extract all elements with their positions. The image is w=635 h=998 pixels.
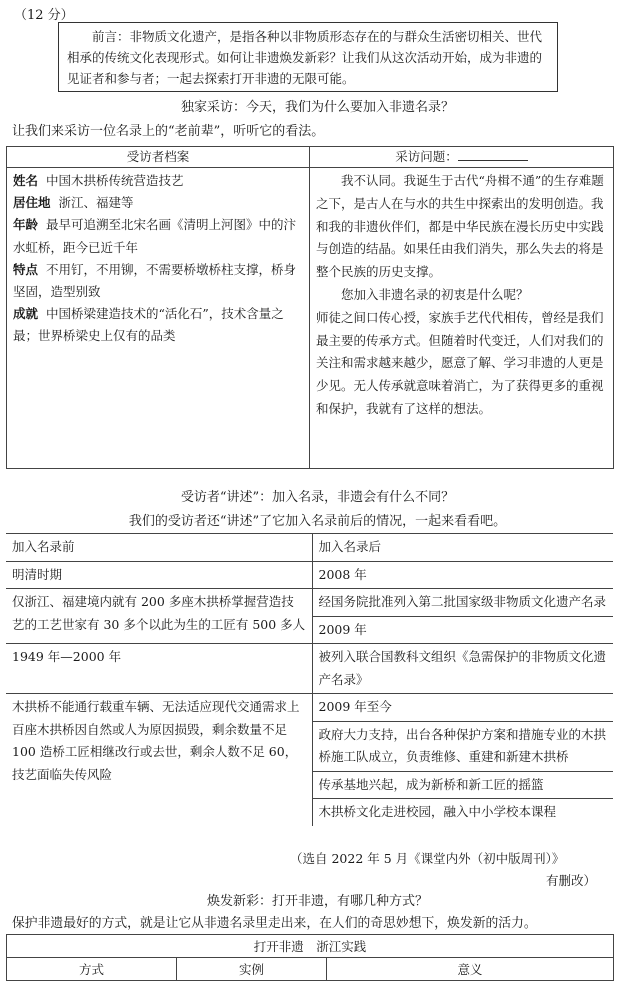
before-row: 木拱桥不能通行载重车辆、无法适应现代交通需求上百座木拱桥因自然或人为原因损毁，剩余数量不足 100 造桥工匠相继改行或去世，剩余人数不足 60，技艺面临失传风险 — [6, 694, 312, 826]
new-heading: 焕发新彩：打开非遗，有哪几种方式？ — [206, 894, 428, 909]
profile-header: 受访者档案 — [7, 147, 310, 168]
profile-achievement: 成就 中国桥梁建造技术的“活化石”，技术含量之最；世界桥梁史上仅有的品类 — [13, 306, 284, 344]
answer-2: 师徒之间口传心授，家族手艺代代相传，曾经是我们最主要的传承方式。但随着时代变迁，人们对我们的关注和需求越来越少，愿意了解、学习非遗的人更是少见。无人传承就意味着消亡，为了获得更多的重视和保护，我就有了这样的想法。 — [316, 309, 604, 416]
profile-feature: 特点 不用钉，不用铆，不需要桥墩桥柱支撑，桥身坚固，造型别致 — [13, 261, 296, 300]
column-method: 方式 — [7, 958, 177, 981]
question-label: 采访问题： — [395, 149, 458, 164]
after-row: 2009 年 — [312, 616, 613, 644]
question-2: 您加入非遗名录的初衷是什么呢？ — [341, 286, 529, 302]
profile-residence: 居住地 浙江、福建等 — [13, 195, 134, 211]
profile-name: 姓名 中国木拱桥传统营造技艺 — [13, 173, 184, 188]
qa-cell — [310, 168, 614, 469]
before-row: 仅浙江、福建境内就有 200 多座木拱桥掌握营造技艺的工艺世家有 30 多个以此为生的工匠有 500 多人 — [6, 589, 312, 644]
intro-text: 让我们来采访一位名录上的“老前辈”，听听它的看法。 — [12, 124, 325, 139]
narrate-intro: 我们的受访者还“讲述”了它加入名录前后的情况，一起来看看吧。 — [128, 514, 507, 529]
after-row: 2009 年至今 — [312, 694, 613, 722]
narrate-heading: 受访者“讲述”：加入名录，非遗会有什么不同？ — [180, 490, 455, 505]
answer-1: 我不认同。我诞生于古代“舟楫不通”的生存难题之下，是古人在与水的共生中探索出的发明创造。我和我的非遗伙伴们，都是中华民族在漫长历史中实践与创造的结晶。如果任由我们消失，那么失去的将是整个民族的历史支撑。 — [316, 173, 604, 280]
preface-text: 前言：非物质文化遗产，是指各种以非物质形态存在的与群众生活密切相关、世代相承的传统文化表现形式。如何让非遗焕发新彩？让我们从这次活动开始，成为非遗的见证者和参与者；一起去探索打开非遗的无限可能。 — [67, 29, 543, 86]
column-example: 实例 — [177, 958, 327, 981]
preface-box — [58, 22, 558, 92]
source-line-1: （选自 2022 年 5 月《课堂内外（初中版周刊）》 — [290, 851, 565, 866]
new-intro: 保护非遗最好的方式，就是让它从非遗名录里走出来，在人们的奇思妙想下，焕发新的活力。 — [12, 916, 537, 931]
after-row: 传承基地兴起，成为新桥和新工匠的摇篮 — [312, 771, 613, 799]
question-blank[interactable] — [458, 148, 528, 161]
after-row: 2008 年 — [312, 561, 613, 589]
after-row: 木拱桥文化走进校园，融入中小学校本课程 — [318, 804, 557, 819]
practice-table — [6, 934, 614, 981]
after-row: 被列入联合国教科文组织《急需保护的非物质文化遗产名录》 — [312, 644, 613, 694]
score-label: （12 分） — [14, 8, 74, 23]
before-after-table — [6, 533, 613, 826]
before-row: 明清时期 — [6, 561, 312, 589]
after-row: 政府大力支持，出台各种保护方案和措施专业的木拱桥施工队成立，负责维修、重建和新建木拱桥 — [312, 721, 613, 771]
source-line-2: 有删改） — [546, 873, 597, 888]
column-significance: 意义 — [327, 958, 614, 981]
profile-age: 年龄 最早可追溯至北宋名画《清明上河图》中的汴水虹桥，距今已近千年 — [13, 217, 296, 255]
after-row: 经国务院批准列入第二批国家级非物质文化遗产名录 — [312, 589, 613, 617]
before-header: 加入名录前 — [6, 534, 312, 562]
question-header — [310, 147, 614, 168]
exclusive-heading: 独家采访：今天，我们为什么要加入非遗名录？ — [180, 100, 454, 115]
interview-table — [6, 146, 614, 469]
profile-cell — [7, 168, 310, 469]
practice-table-title: 打开非遗 浙江实践 — [7, 935, 614, 958]
before-row: 1949 年—2000 年 — [6, 644, 312, 694]
after-header: 加入名录后 — [312, 534, 613, 562]
